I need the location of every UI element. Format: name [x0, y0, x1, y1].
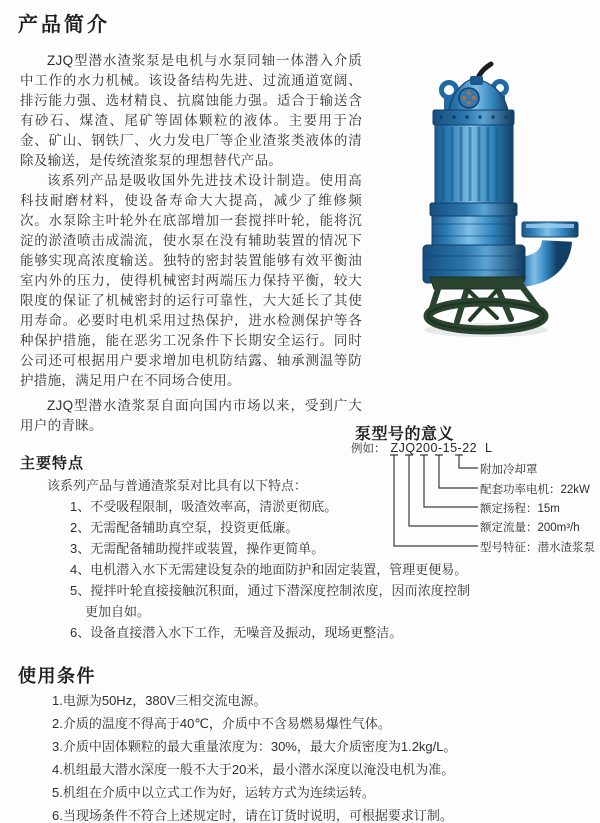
model-label-cooling-jacket: 附加冷却罩 [480, 464, 538, 476]
features-section [20, 475, 470, 643]
features-section-title: 主要特点 [20, 455, 85, 472]
model-label-type-feature: 型号特征：潜水渣浆泵 [480, 542, 595, 554]
conditions-section [20, 689, 585, 823]
intro-paragraph-1: ZJQ型潜水渣浆泵是电机与水泵同轴一体潜入介质中工作的水力机械。该设备结构先进、过流通道宽阔、排污能力强、选材精良、抗腐蚀能力强。适合于输送含有砂石、煤渣、尾矿等固体颗粒的液体。主要用于冶金、矿山、钢铁厂、火力发电厂等企业渣浆类液体的清除及输送，是传统渣浆泵的理想替代产品。 [20, 53, 362, 168]
intro-paragraph-3: ZJQ型潜水渣浆泵自面向国内市场以来，受到广大用户的青睐。 [20, 398, 362, 433]
intro-section [20, 51, 362, 436]
conditions-section-title: 使用条件 [18, 666, 96, 686]
feature-item: 5、搅拌叶轮直接接触沉积面，通过下潜深度控制浓度，因而浓度控制更加自如。 [70, 583, 470, 619]
feature-item: 4、电机潜入水下无需建设复杂的地面防护和固定装置，管理更便易。 [70, 562, 468, 577]
feature-item: 6、设备直接潜入水下工作，无噪音及振动，现场更整洁。 [70, 625, 403, 640]
model-example-label: 例如： [351, 443, 386, 455]
model-label-rated-head: 额定扬程：15m [480, 503, 560, 515]
condition-item: 1.电源为50Hz，380V三相交流电源。 [52, 693, 267, 708]
pump-photo [410, 46, 585, 342]
pump-illustration [410, 46, 585, 342]
condition-item: 2.介质的温度不得高于40℃，介质中不含易燃易爆性气体。 [52, 716, 391, 731]
feature-item: 1、不受吸程限制，吸渣效率高，清淤更彻底。 [70, 499, 338, 514]
model-label-motor-power: 配套功率电机：22kW [480, 484, 590, 496]
model-label-rated-flow: 额定流量：200m³/h [480, 522, 580, 534]
condition-item: 6.当现场条件不符合上述规定时，请在订货时说明，可根据要求订制。 [52, 808, 453, 823]
features-intro: 该系列产品与普通渣浆泵对比具有以下特点： [47, 478, 308, 493]
condition-item: 3.介质中固体颗粒的最大重量浓度为：30%，最大介质密度为1.2kg/L。 [52, 739, 457, 754]
feature-item: 2、无需配备辅助真空泵，投资更低廉。 [70, 520, 299, 535]
intro-paragraph-2: 该系列产品是吸收国外先进技术设计制造。使用高科技耐磨材料，使设备寿命大大提高，减少了维修频次。水泵除主叶轮外在底部增加一套搅拌叶轮，能将沉淀的淤渣喷击成湍流，使水泵在没有辅助装置的情况下能够实现高浓度输送。独特的密封装置能够有效平衡油室内外的压力，使得机械密封两端压力保持平衡，较大限度的保证了机械密封的运行可靠性，大大延长了其使用寿命。必要时电机采用过热保护，进水检测保护等各种保护措施，能在恶劣工况条件下长期安全运行。同时公司还可根据用户要求增加电机防结露、轴承测温等防护措施，满足用户在不同场合使用。 [20, 173, 362, 388]
page-title: 产品简介 [18, 14, 110, 36]
condition-item: 4.机组最大潜水深度一般不大于20米，最小潜水深度以淹没电机为准。 [52, 762, 455, 777]
model-section-title: 泵型号的意义 [355, 426, 455, 443]
model-example-code: ZJQ200-15-22 L [390, 441, 493, 455]
condition-item: 5.机组在介质中以立式工作为好，运转方式为连续运转。 [52, 785, 375, 800]
feature-item: 3、无需配备辅助搅拌或装置，操作更简单。 [70, 541, 325, 556]
